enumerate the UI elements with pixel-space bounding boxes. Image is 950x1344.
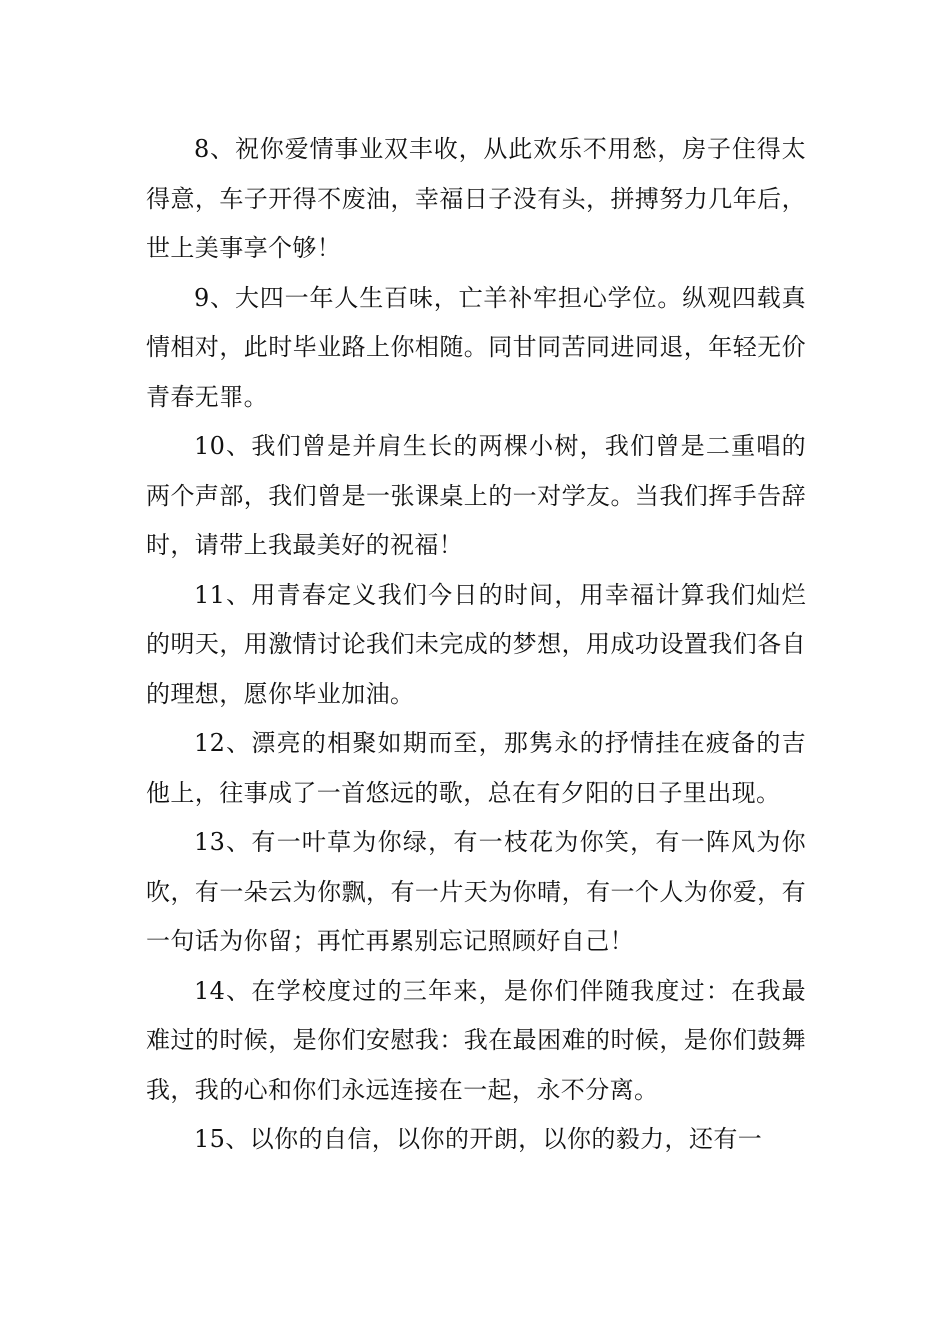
paragraph-14: 14、在学校度过的三年来，是你们伴随我度过：在我最难过的时候，是你们安慰我：我在最困难的时候，是你们鼓舞我，我的心和你们永远连接在一起，永不分离。 xyxy=(146,976,806,1104)
paragraph-9: 9、大四一年人生百味，亡羊补牢担心学位。纵观四载真情相对，此时毕业路上你相随。同甘同苦同进同退，年轻无价青春无罪。 xyxy=(146,283,806,411)
paragraph-15: 15、以你的自信，以你的开朗，以你的毅力，还有一 xyxy=(194,1125,763,1153)
document-body xyxy=(146,125,806,1165)
paragraph-8: 8、祝你爱情事业双丰收，从此欢乐不用愁，房子住得太得意，车子开得不废油，幸福日子没有头，拼搏努力几年后，世上美事享个够！ xyxy=(146,135,806,262)
paragraph-11: 11、用青春定义我们今日的时间，用幸福计算我们灿烂的明天，用激情讨论我们未完成的梦想，用成功设置我们各自的理想，愿你毕业加油。 xyxy=(146,580,806,708)
paragraph-10: 10、我们曾是并肩生长的两棵小树，我们曾是二重唱的两个声部，我们曾是一张课桌上的一对学友。当我们挥手告辞时，请带上我最美好的祝福！ xyxy=(146,432,806,559)
paragraph-13: 13、有一叶草为你绿，有一枝花为你笑，有一阵风为你吹，有一朵云为你飘，有一片天为你晴，有一个人为你爱，有一句话为你留；再忙再累别忘记照顾好自己！ xyxy=(146,828,806,955)
paragraph-12: 12、漂亮的相聚如期而至，那隽永的抒情挂在疲备的吉他上，往事成了一首悠远的歌，总在有夕阳的日子里出现。 xyxy=(146,729,806,807)
